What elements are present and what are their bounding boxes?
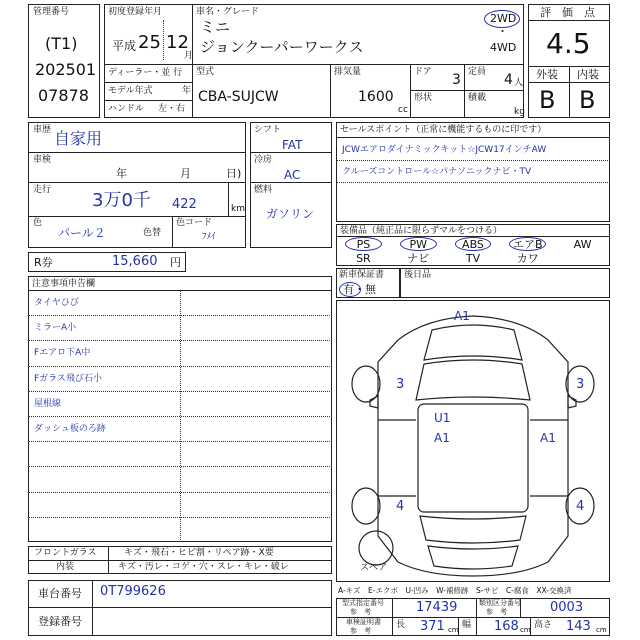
damage-a1-top: A1 — [454, 309, 470, 323]
shift-value: FAT — [282, 138, 303, 152]
cat-label: 類別区分番号 — [479, 599, 521, 607]
spare-label: スペア — [360, 563, 388, 573]
wid-label: 幅 — [462, 620, 472, 630]
cat-value: 0003 — [550, 600, 584, 615]
load-label: 積載 — [468, 93, 487, 103]
mgmt-num2: 07878 — [38, 86, 89, 105]
tire-rear-left: 4 — [396, 499, 405, 514]
shape-label: 形状 — [414, 93, 433, 103]
damage-u1: U1 — [434, 411, 451, 425]
cert-ref: 参 考 — [350, 627, 371, 635]
inspection-label: 車検 — [33, 155, 52, 165]
ac-value: AC — [284, 168, 301, 182]
tire-front-left: 3 — [396, 377, 405, 392]
windshield-outline — [416, 360, 530, 400]
warranty-label: 新車保証書 — [339, 270, 385, 280]
capacity-label: 定員 — [468, 67, 487, 77]
fuel-value: ガソリン — [266, 207, 315, 221]
drive-dot: ・ — [497, 25, 508, 38]
equipment-item: エアB — [513, 238, 543, 251]
mgmt-code: (T1) — [45, 34, 78, 53]
type-label: 型式指定番号 — [342, 599, 384, 607]
model-year-label: モデル年式 — [108, 86, 153, 96]
handle-label: ハンドル — [108, 104, 145, 114]
reg-month-unit: 月 — [184, 51, 194, 61]
equipment-item: TV — [465, 252, 481, 265]
exterior-value: B — [539, 86, 556, 114]
drive-2wd: 2WD — [490, 12, 517, 25]
front-left-wheel — [352, 366, 380, 402]
cat-ref: 参 考 — [486, 608, 507, 616]
reg-month: 12 — [166, 32, 189, 53]
damage-a1-right: A1 — [540, 431, 556, 445]
mileage-unit: km — [231, 204, 245, 214]
inspection-month-unit: 月 — [180, 167, 191, 180]
drive-4wd: 4WD — [490, 41, 517, 54]
interior-value: B — [579, 86, 596, 114]
reg-number-label: 登録番号 — [38, 615, 82, 628]
equipment-item: AW — [573, 238, 592, 251]
body-outline — [378, 316, 568, 576]
mgmt-num1: 202501 — [35, 60, 97, 79]
front-glass-label: フロントガラス — [34, 548, 97, 558]
wid-unit: cm — [520, 626, 531, 634]
reg-era: 平成 — [112, 39, 137, 53]
fuel-label: 燃料 — [254, 185, 273, 195]
hgt-unit: cm — [596, 626, 607, 634]
wid-value: 168 — [494, 619, 519, 634]
interior-note-label: 内装 — [56, 562, 75, 572]
len-unit: cm — [448, 626, 459, 634]
damage-legend: A-キズ E-エクボ U-凹み W-補修跡 S-サビ C-腐食 XX-交換済 — [338, 586, 572, 595]
color-value: パール２ — [58, 226, 106, 240]
reg-year: 25 — [138, 32, 161, 53]
car-diagram — [336, 300, 610, 582]
displacement-label: 排気量 — [334, 67, 362, 77]
exterior-label: 外装 — [536, 68, 558, 81]
doors-label: ドア — [414, 67, 432, 77]
tire-front-right: 3 — [576, 377, 585, 392]
color-change-label: 色替 — [143, 228, 162, 238]
damage-a1-mid: A1 — [434, 431, 450, 445]
equipment-item: ABS — [462, 238, 484, 251]
use-label: 車歴 — [33, 125, 52, 135]
equipment-title: 装備品（純正品に限らずマルをつける） — [340, 226, 503, 236]
rear-window-outline — [420, 516, 526, 543]
note-item: Fガラス飛び石小 — [34, 373, 102, 384]
recycle-unit: 円 — [170, 256, 181, 269]
chassis-label: 車台番号 — [38, 587, 82, 600]
mgmt-label: 管理番号 — [33, 7, 70, 17]
type-ref: 参 考 — [350, 608, 371, 616]
warranty-value: 有・無 — [343, 283, 376, 296]
cert-label: 車検証明書 — [346, 618, 381, 626]
trunk-outline — [428, 546, 518, 569]
len-label: 長 — [396, 620, 406, 630]
hood-outline — [424, 325, 522, 360]
sales-line-1: JCWエアロダイナミックキット☆JCW17インチAW — [342, 145, 547, 155]
type-value: 17439 — [416, 600, 458, 615]
note-item: Fエアロ下A中 — [34, 348, 91, 359]
front-glass-text: キズ・飛石・ヒビ割・リペア跡・X要 — [124, 548, 274, 558]
note-item: 屋根線 — [34, 398, 62, 409]
capacity-unit: 人 — [514, 78, 524, 88]
note-item: ダッシュ板のろ跡 — [34, 424, 106, 434]
interior-label: 内装 — [577, 68, 599, 81]
handle-lr: 左・右 — [158, 104, 186, 114]
shift-label: シフト — [254, 125, 282, 135]
notes-title: 注意事項申告欄 — [32, 279, 96, 289]
receipt-label: 後日品 — [404, 270, 432, 280]
score-value: 4.5 — [546, 27, 591, 60]
equipment-item: PW — [409, 238, 427, 251]
mileage-label: 走行 — [33, 185, 52, 195]
color-label: 色 — [33, 218, 43, 228]
equipment-item: SR — [356, 252, 371, 265]
inspection-day-unit: 日) — [226, 167, 242, 180]
mileage-sub: 422 — [172, 197, 197, 212]
sales-title: セールスポイント（正常に機能するものに印です） — [340, 125, 547, 135]
ac-label: 冷房 — [254, 155, 273, 165]
dealer-label: ディーラー・並 行 — [108, 68, 183, 78]
displacement-value: 1600 — [358, 89, 394, 105]
doors-value: 3 — [452, 72, 461, 88]
note-item: ミラーA小 — [34, 323, 77, 334]
score-label: 評 価 点 — [540, 6, 595, 19]
equipment-item: PS — [356, 238, 371, 251]
rear-left-wheel — [352, 488, 380, 524]
inspection-year-unit: 年 — [116, 167, 127, 180]
chassis-value: 0T799626 — [100, 584, 166, 599]
reg-year-label: 初度登録年月 — [108, 7, 163, 17]
interior-note-text: キズ・汚レ・コゲ・穴・スレ・キレ・破レ — [118, 562, 289, 572]
recycle-value: 15,660 — [112, 254, 158, 269]
recycle-label: R券 — [34, 256, 53, 269]
equipment-item: カワ — [516, 252, 539, 265]
equipment-item: ナビ — [407, 252, 430, 265]
receipt-box — [400, 268, 610, 298]
use-value: 自家用 — [54, 129, 103, 148]
car-name-1: ミニ — [200, 18, 231, 36]
tire-rear-right: 4 — [576, 499, 585, 514]
color-code-value: ﾌﾒｲ — [202, 232, 216, 242]
car-name-2: ジョンクーパーワークス — [200, 38, 364, 56]
hgt-value: 143 — [566, 619, 591, 634]
car-name-label: 車名・グレード — [196, 7, 260, 17]
sales-line-2: クルーズコントロール☆パナソニックナビ・TV — [342, 167, 532, 177]
model-label: 型式 — [196, 67, 215, 77]
capacity-value: 4 — [504, 72, 513, 88]
displacement-unit: cc — [398, 105, 408, 115]
note-item: タイヤひび — [34, 298, 79, 308]
model-value: CBA-SUJCW — [198, 89, 279, 105]
load-unit: kg — [514, 107, 525, 117]
hgt-label: 高さ — [534, 620, 553, 630]
model-year-unit: 年 — [182, 86, 192, 96]
color-code-label: 色コード — [176, 218, 213, 228]
len-value: 371 — [420, 619, 445, 634]
mileage-value: 3万0千 — [92, 190, 151, 211]
